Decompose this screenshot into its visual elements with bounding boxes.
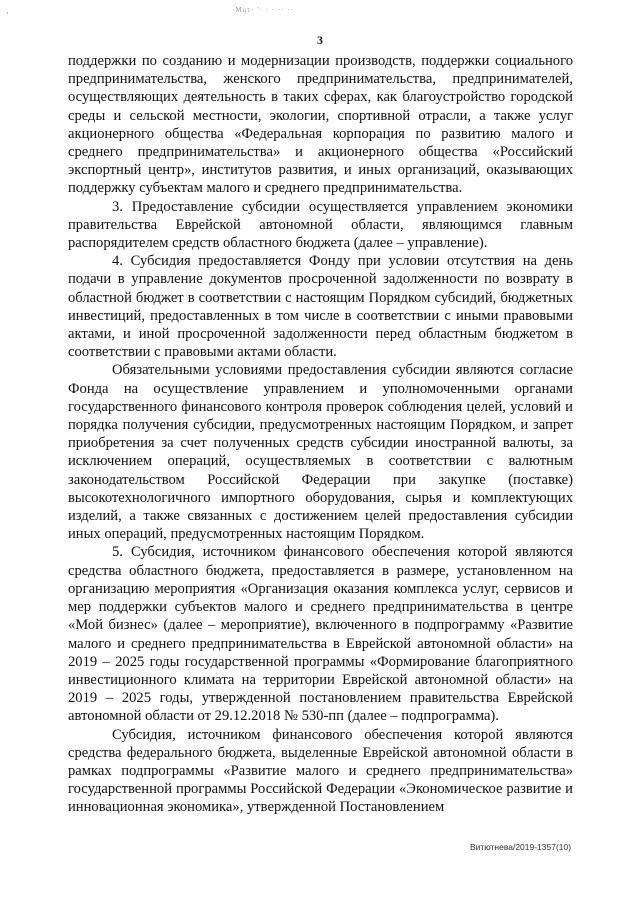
paragraph-federal-subsidy: Субсидия, источником финансового обеспечения которой являются средства федерального бюджета, выделенные Еврейской автономной области в рамках подпрограммы «Развитие малого и среднего предпринимательства» государственной программы Российской Федерации «Экономическое развитие и инновационная экономика», утвержденной Постановлением (68, 726, 573, 816)
paragraph-conditions: Обязательными условиями предоставления субсидии являются согласие Фонда на осуществление управлением и уполномоченными органами государственного финансового контроля проверок соблюдения целей, условий и порядка получения субсидии, предусмотренных настоящим Порядком, и запрет приобретения за счет полученных средств субсидии иностранной валюты, за исключением операций, осуществляемых в соответствии с валютным законодательством Российской Федерации при закупке (поставке) высокотехнологичного импортного оборудования, сырья и комплектующих изделий, а также связанных с достижением целей предоставления субсидии иных операций, предусмотренных настоящим Порядком. (68, 362, 573, 543)
paragraph-item-5: 5. Субсидия, источником финансового обеспечения которой являются средства областного бюджета, предоставляется в размере, установленном на организацию мероприятия «Организация оказания комплекса услуг, сервисов и мер поддержки субъектов малого и среднего предпринимательства в центре «Мой бизнес» (далее – мероприятие), включенного в подпрограмму «Развитие малого и среднего предпринимательства в Еврейской автономной области» на 2019 – 2025 годы государственной программы «Формирование благоприятного инвестиционного климата на территории Еврейской автономной области» на 2019 – 2025 годы, утвержденной постановлением правительства Еврейской автономной области от 29.12.2018 № 530-пп (далее – подпрограмма). (68, 544, 573, 725)
scan-corner-mark: · (6, 8, 9, 18)
document-body (68, 52, 573, 817)
document-code: Витютнева/2019-1357(10) (470, 842, 572, 852)
paragraph-item-4: 4. Субсидия предоставляется Фонду при условии отсутствия на день подачи в управление документов просроченной задолженности по возврату в областной бюджет в соответствии с настоящим Порядком субсидий, бюджетных инвестиций, предоставленных в том числе в соответствии с иными правовыми актами, и иной просроченной задолженности перед областным бюджетом в соответствии с правовыми актами области. (68, 253, 573, 361)
paragraph-continuation: поддержки по созданию и модернизации производств, поддержки социального предпринимательства, женского предпринимательства, предпринимателей, осуществляющих деятельность в таких сферах, как благоустройство городской среды и сельской местности, экологии, спортивной отрасли, а также услуг акционерного общества «Федеральная корпорация по развитию малого и среднего предпринимательства» и акционерного общества «Российский экспортный центр», институтов развития, и иных организаций, оказывающих поддержку субъектам малого и среднего предпринимательства. (68, 53, 573, 197)
paragraph-item-3: 3. Предоставление субсидии осуществляется управлением экономики правительства Еврейской автономной области, являющимся главным распорядителем средств областного бюджета (далее – управление). (68, 198, 573, 252)
scan-header-mark: ·Мцт· '· · · ·· ·· (232, 6, 295, 14)
page-number: 3 (317, 33, 323, 47)
